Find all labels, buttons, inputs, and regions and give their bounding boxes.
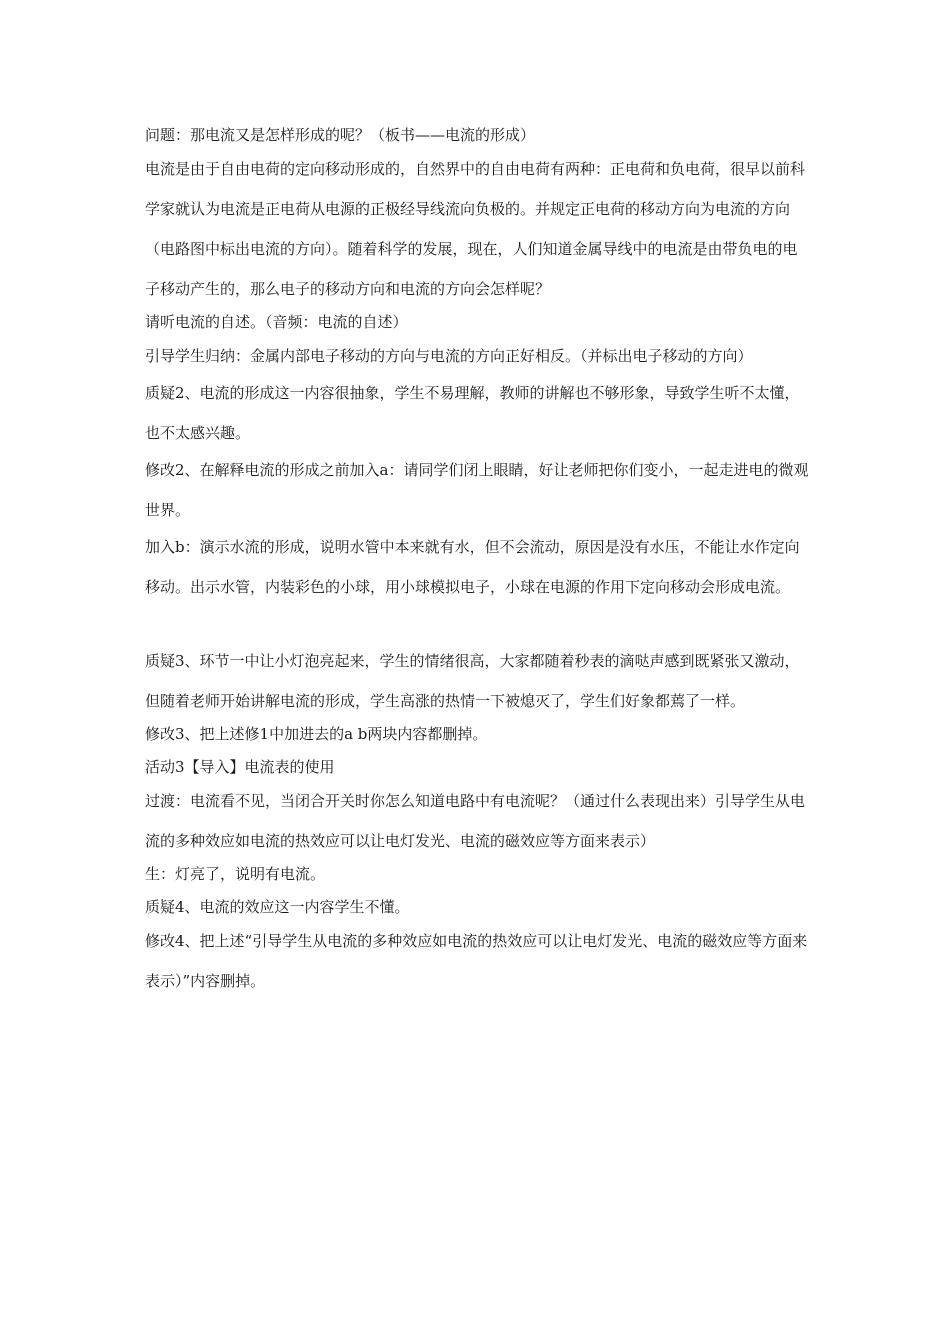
document-body — [145, 119, 810, 998]
paragraph-doubt-3: 质疑3、环节一中让小灯泡亮起来，学生的情绪很高，大家都随着秒表的滴哒声感到既紧张又激动，但随着老师开始讲解电流的形成，学生高涨的热情一下被熄灭了，学生们好象都蔫了一样。 — [145, 652, 800, 710]
paragraph-listen: 请听电流的自述。（音频：电流的自述） — [145, 313, 408, 331]
paragraph-doubt-4: 质疑4、电流的效应这一内容学生不懂。 — [145, 898, 410, 916]
blank-line — [145, 604, 810, 644]
paragraph-current-formation: 电流是由于自由电荷的定向移动形成的，自然界中的自由电荷有两种：正电荷和负电荷，很早以前科学家就认为电流是正电荷从电源的正极经导线流向负极的。并规定正电荷的移动方向为电流的方向（电路图中标出电流的方向）。随着科学的发展，现在，人们知道金属导线中的电流是由带负电的电子移动产生的，那么电子的移动方向和电流的方向会怎样呢？ — [145, 160, 806, 298]
paragraph-doubt-2: 质疑2、电流的形成这一内容很抽象，学生不易理解，教师的讲解也不够形象，导致学生听不太懂，也不太感兴趣。 — [145, 384, 800, 442]
paragraph-transition: 过渡：电流看不见，当闭合开关时你怎么知道电路中有电流呢？（通过什么表现出来）引导学生从电流的多种效应如电流的热效应可以让电灯发光、电流的磁效应等方面来表示） — [145, 792, 806, 850]
paragraph-revision-2: 修改2、在解释电流的形成之前加入a：请同学们闭上眼睛，好让老师把你们变小，一起走进电的微观世界。 — [145, 461, 809, 519]
paragraph-activity-3: 活动3【导入】电流表的使用 — [145, 758, 335, 776]
paragraph-revision-4: 修改4、把上述“引导学生从电流的多种效应如电流的热效应可以让电灯发光、电流的磁效应等方面来表示）”内容删掉。 — [145, 932, 808, 990]
paragraph-question: 问题：那电流又是怎样形成的呢？（板书——电流的形成） — [145, 126, 536, 144]
paragraph-revision-3: 修改3、把上述修1中加进去的a b两块内容都删掉。 — [145, 725, 488, 743]
paragraph-add-b: 加入b：演示水流的形成，说明水管中本来就有水，但不会流动，原因是没有水压，不能让水作定向移动。出示水管，内装彩色的小球，用小球模拟电子，小球在电源的作用下定向移动会形成电流。 — [145, 538, 800, 596]
paragraph-summary: 引导学生归纳：金属内部电子移动的方向与电流的方向正好相反。（并标出电子移动的方向） — [145, 347, 753, 365]
paragraph-student-answer: 生：灯亮了，说明有电流。 — [145, 865, 326, 883]
